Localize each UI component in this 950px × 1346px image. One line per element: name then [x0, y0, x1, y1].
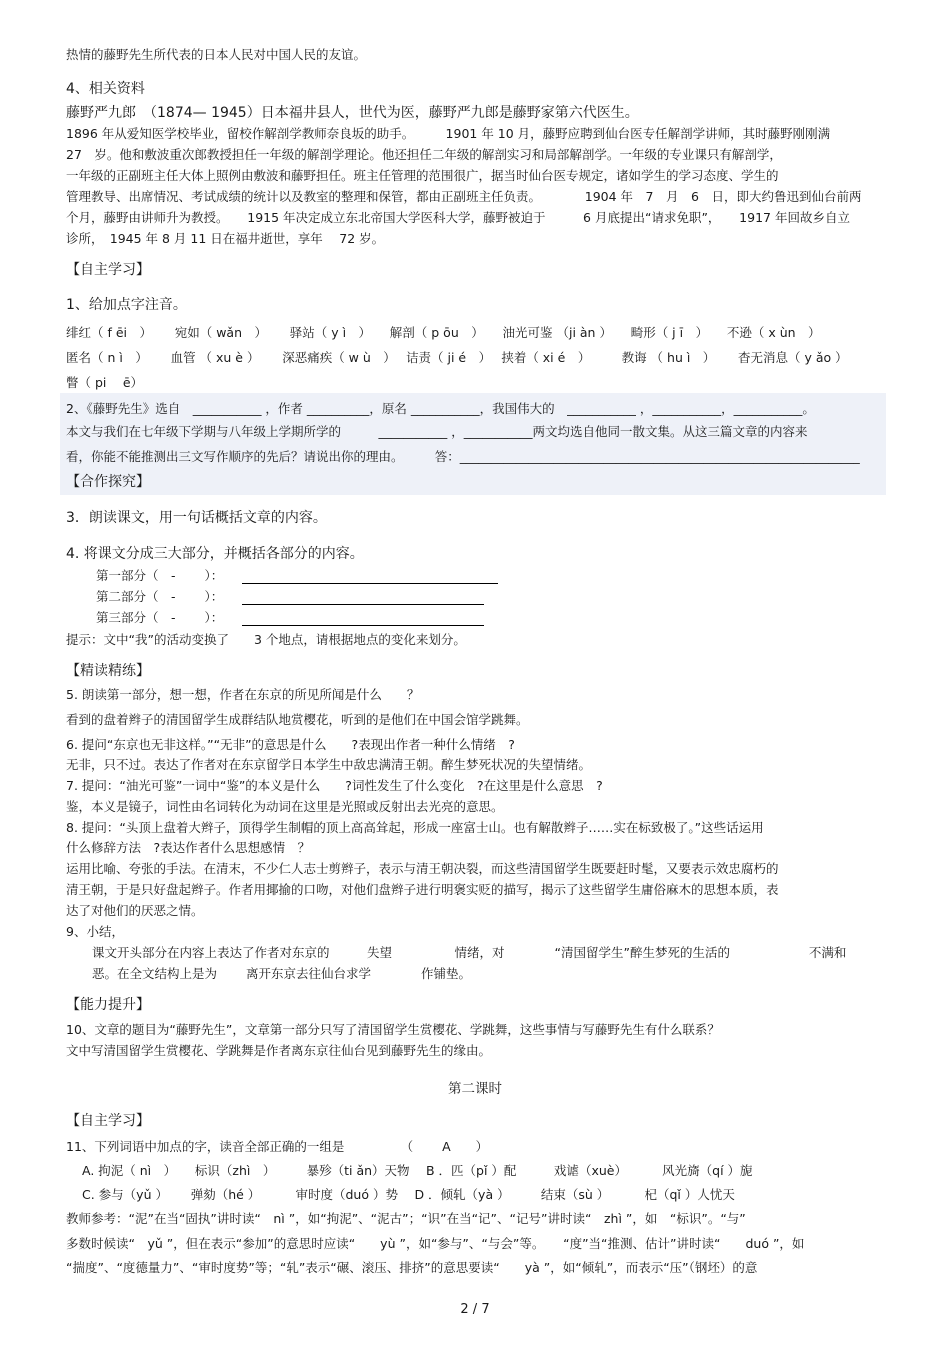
- text-line: 文中写清国留学生赏樱花、学跳舞是作者离东京往仙台见到藤野先生的缘由。: [66, 1043, 492, 1058]
- text-line: 6. 提问“东京也无非这样。”“无非”的意思是什么 ?表现出作者一种什么情绪 ?: [66, 737, 515, 752]
- text-line: 诊所， 1945 年 8 月 11 日在福井逝世，享年 72 岁。: [66, 231, 385, 246]
- page-number: 2 / 7: [460, 1302, 490, 1317]
- answer-line: [242, 583, 498, 584]
- text-line: 一年级的正副班主任大体上照例由敷波和藤野担任。班主任管理的范围很广，据当时仙台医专规定，诸如学生的学习态度、学生的: [66, 168, 779, 183]
- question-title: 3．朗读课文，用一句话概括文章的内容。: [66, 510, 327, 526]
- text-line: 课文开头部分在内容上表达了作者对东京的 失望 情绪，对 “清国留学生”醉生梦死的生活的 不满和: [92, 945, 847, 960]
- text-line: 多数时候读“ yǔ ”，但在表示“参加”的意思时应读“ yù ”，如“参与”、“与会”等。 “度”当“推测、估计”讲时读“ duó ”，如: [66, 1236, 805, 1251]
- text-line: “揣度”、“度德量力”、“审时度势”等；“轧”表示“碾、滚压、排挤”的意思要读“ yà ”，如“倾轧”，而表示“压”（钢坯）的意: [66, 1260, 758, 1275]
- section-heading: 【合作探究】: [66, 474, 150, 490]
- text-line: 看，你能不能推测出三文写作顺序的先后？请说出你的理由。 答：________________________________________________________________: [66, 449, 860, 464]
- text-line: 本文与我们在七年级下学期与八年级上学期所学的 ___________ ，___________两文均选自他同一散文集。从这三篇文章的内容来: [66, 424, 808, 439]
- text-line: 绯红（ f ēi ） 宛如（ wǎn ） 驿站（ y ì ） 解剖（ p ōu ） 油光可鉴 （ji àn ） 畸形（ j ī ） 不逊（ x ùn ）: [66, 325, 821, 340]
- text-line: 藤野严九郎 （1874— 1945）日本福井县人，世代为医，藤野严九郎是藤野家第六代医生。: [66, 105, 639, 121]
- lesson-heading: 第二课时: [448, 1081, 502, 1097]
- text-line: 达了对他们的厌恶之情。: [66, 903, 204, 918]
- question-title: 4. 将课文分成三大部分，并概括各部分的内容。: [66, 546, 364, 562]
- text-line: 运用比喻、夸张的手法。在清末，不少仁人志士剪辫子，表示与清王朝决裂，而这些清国留学生既要赶时髦，又要表示效忠腐朽的: [66, 861, 779, 876]
- text-line: 27 岁。他和敷波重次郎教授担任一年级的解剖学理论。他还担任二年级的解剖实习和局部解剖学。一年级的专业课只有解剖学，: [66, 147, 782, 162]
- answer-line: [242, 625, 484, 626]
- text-line: 教师参考：“泥”在当“固执”讲时读“ nì ”，如“拘泥”、“泥古”；“识”在当“记”、“记号”讲时读“ zhì ”，如 “标识”。“与”: [66, 1211, 746, 1226]
- text-line: 9、小结，: [66, 924, 124, 939]
- part-label: 第二部分（ - ）：: [96, 589, 224, 604]
- text-line: 管理教导、出席情况、考试成绩的统计以及教室的整理和保管，都由正副班主任负责。 1904 年 7 月 6 日，即大约鲁迅到仙台前两: [66, 189, 862, 204]
- text-line: 清王朝，于是只好盘起辫子。作者用揶揄的口吻，对他们盘辫子进行明褒实贬的描写，揭示了这些留学生庸俗麻木的思想本质，表: [66, 882, 779, 897]
- text-line: 提示：文中“我”的活动变换了 3 个地点，请根据地点的变化来划分。: [66, 632, 466, 647]
- text-line: 10、文章的题目为“藤野先生”，文章第一部分只写了清国留学生赏樱花、学跳舞，这些事情与写藤野先生有什么联系？: [66, 1022, 720, 1037]
- text-line: 2、《藤野先生》选自 ___________ ，作者 __________，原名 ___________，我国伟大的 ___________ ，___________，___________。: [66, 401, 815, 416]
- section-heading: 【自主学习】: [66, 1113, 150, 1129]
- text-line: 11、下列词语中加点的字，读音全部正确的一组是 （ A ）: [66, 1139, 489, 1154]
- text-line: A. 拘泥（ nì ） 标识（zhì ） 暴殄（ti ǎn）天物 B ．匹（pǐ ）配 戏谑（xuè） 风光旖（qí ）旎: [82, 1163, 753, 1178]
- answer-line: [242, 604, 484, 605]
- part-label: 第一部分（ - ）：: [96, 568, 224, 583]
- text-line: 8. 提问：“头顶上盘着大辫子，顶得学生制帽的顶上高高耸起，形成一座富士山。也有解散辫子……实在标致极了。”这些话运用: [66, 820, 764, 835]
- text-line: 看到的盘着辫子的清国留学生成群结队地赏樱花，听到的是他们在中国会馆学跳舞。: [66, 712, 529, 727]
- text-line: 什么修辞方法 ?表达作者什么思想感情 ？: [66, 840, 311, 855]
- text-line: 恶。在全文结构上是为 离开东京去往仙台求学 作铺垫。: [92, 966, 471, 981]
- text-line: 5. 朗读第一部分，想一想，作者在东京的所见所闻是什么 ？: [66, 687, 420, 702]
- text-line: 个月，藤野由讲师升为教授。 1915 年决定成立东北帝国大学医科大学，藤野被迫于 6 月底提出“请求免职”， 1917 年回故乡自立: [66, 210, 850, 225]
- question-title: 1、给加点字注音。: [66, 297, 187, 313]
- text-line: 鉴，本义是镜子，词性由名词转化为动词在这里是光照或反射出去光亮的意思。: [66, 799, 504, 814]
- text-line: 瞥（ pi ē）: [66, 375, 144, 390]
- section-heading: 【精读精练】: [66, 663, 150, 679]
- text-line: 无非，只不过。表达了作者对在东京留学日本学生中敌忠满清王朝。醉生梦死状况的失望情绪。: [66, 757, 592, 772]
- text-line: 匿名（ n ì ） 血管 （ xu è ） 深恶痛疾（ w ù ） 诘责（ ji é ） 挟着（ xi é ） 教诲 （ hu ì ） 杳无消息（ y ǎo ）: [66, 350, 848, 365]
- text-line: 热情的藤野先生所代表的日本人民对中国人民的友谊。: [66, 47, 367, 62]
- section-heading: 【自主学习】: [66, 262, 150, 278]
- section-heading: 4、相关资料: [66, 81, 145, 97]
- text-line: C. 参与（yǔ ） 弹劾（hé ） 审时度（duó ）势 D ．倾轧（yà ） 结束（sù ） 杞（qǐ ）人忧天: [82, 1187, 735, 1202]
- text-line: 1896 年从爱知医学校毕业，留校作解剖学教师奈良坂的助手。 1901 年 10 月，藤野应聘到仙台医专任解剖学讲师，其时藤野刚刚满: [66, 126, 831, 141]
- section-heading: 【能力提升】: [66, 997, 150, 1013]
- text-line: 7. 提问：“油光可鉴”一词中“鉴”的本义是什么 ?词性发生了什么变化 ?在这里是什么意思 ?: [66, 778, 603, 793]
- part-label: 第三部分（ - ）：: [96, 610, 224, 625]
